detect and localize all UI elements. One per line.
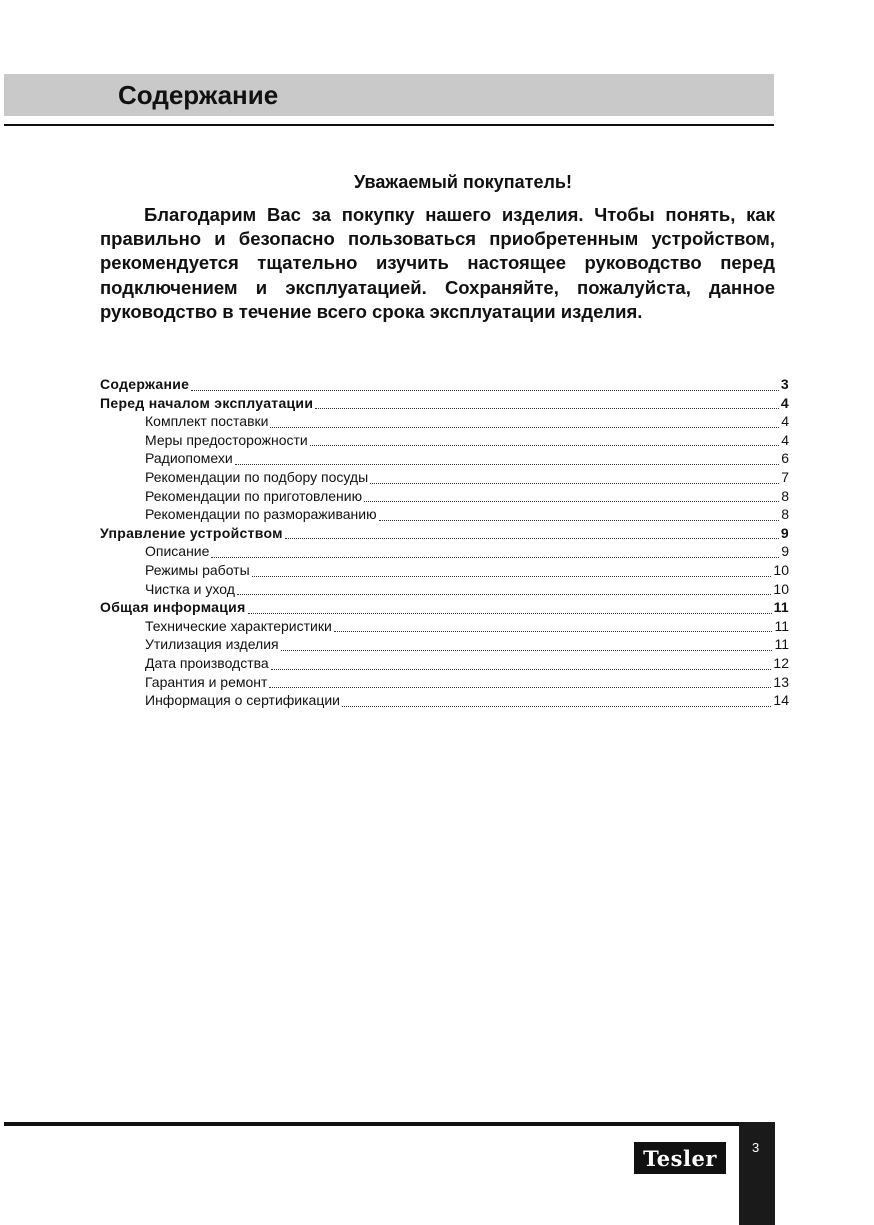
toc-entry-label: Дата производства: [145, 654, 269, 671]
toc-entry-label: Режимы работы: [145, 561, 250, 578]
toc-entry-label: Содержание: [100, 376, 190, 392]
footer-divider: [4, 1122, 774, 1126]
toc-leader: [379, 520, 780, 521]
toc-entry[interactable]: [100, 413, 789, 432]
toc-leader: [252, 576, 772, 577]
toc-entry-page: 10: [773, 580, 789, 597]
toc-entry[interactable]: [100, 599, 789, 618]
toc-entry[interactable]: [100, 469, 789, 488]
toc-entry-page: 9: [780, 524, 789, 541]
toc-entry[interactable]: [100, 618, 789, 637]
toc-entry-label: Технические характеристики: [145, 617, 332, 634]
toc-entry[interactable]: [100, 581, 789, 600]
toc-entry-page: 6: [781, 450, 789, 467]
toc-leader: [211, 557, 779, 558]
toc-leader: [370, 483, 779, 484]
toc-entry-page: 8: [781, 506, 789, 523]
toc-entry-label: Общая информация: [100, 599, 246, 616]
toc-leader: [310, 445, 779, 446]
toc-entry-label: Гарантия и ремонт: [145, 673, 268, 690]
toc-leader: [285, 538, 779, 539]
intro-paragraph: Благодарим Вас за покупку нашего изделия. Чтобы понять, как правильно и безопасно пользоваться приобретенным устройством, рекомендуется тщательно изучить настоящее руководство перед подключением и эксплуатацией. Сохраняйте, пожалуйста, данное руководство в течение всего срока эксплуатации изделия.: [100, 204, 775, 322]
toc-entry-page: 4: [780, 394, 789, 411]
toc-entry-page: 4: [781, 413, 789, 430]
toc-entry[interactable]: [100, 636, 789, 655]
toc-entry[interactable]: [100, 525, 789, 544]
brand-logo: [634, 1142, 726, 1174]
header-divider: [4, 124, 774, 126]
toc-leader: [342, 706, 771, 707]
brand-logo-text: Tesler: [643, 1145, 717, 1171]
toc-entry-label: Радиопомехи: [145, 450, 233, 467]
toc-entry-page: 8: [781, 487, 789, 504]
toc-entry-page: 10: [773, 561, 789, 578]
toc-leader: [235, 464, 779, 465]
toc-entry[interactable]: [100, 506, 789, 525]
toc-leader: [315, 408, 779, 409]
toc-leader: [248, 613, 772, 614]
toc-entry-label: Утилизация изделия: [145, 636, 279, 653]
toc-entry-page: 11: [774, 636, 789, 653]
toc-entry[interactable]: [100, 450, 789, 469]
toc-entry-label: Управление устройством: [100, 524, 283, 541]
toc-entry-page: 14: [773, 692, 789, 709]
toc-entry-label: Меры предосторожности: [145, 431, 308, 448]
toc-entry-label: Перед началом эксплуатации: [100, 394, 314, 411]
toc-entry-label: Чистка и уход: [145, 580, 235, 597]
toc-entry[interactable]: [100, 376, 789, 395]
toc-entry-label: Комплект поставки: [145, 413, 269, 430]
toc-leader: [269, 687, 771, 688]
toc-leader: [271, 669, 772, 670]
toc-entry-label: Информация о сертификации: [145, 692, 340, 709]
greeting-heading: Уважаемый покупатель!: [354, 172, 572, 192]
toc-entry[interactable]: [100, 562, 789, 581]
toc-leader: [334, 631, 773, 632]
toc-entry-label: Рекомендации по размораживанию: [145, 506, 377, 523]
toc-entry[interactable]: [100, 543, 789, 562]
toc-entry[interactable]: [100, 395, 789, 414]
toc-entry-label: Рекомендации по приготовлению: [145, 487, 363, 504]
toc-entry-page: 12: [773, 654, 789, 671]
toc-entry-page: 7: [781, 468, 789, 485]
toc-entry-label: Описание: [145, 543, 210, 560]
table-of-contents: [100, 376, 789, 711]
page-title: Содержание: [118, 80, 279, 110]
toc-entry-page: 13: [773, 673, 789, 690]
toc-leader: [364, 501, 779, 502]
page-tab: [739, 1122, 775, 1225]
toc-entry-page: 9: [781, 543, 789, 560]
toc-entry-page: 11: [774, 617, 789, 634]
toc-entry[interactable]: [100, 674, 789, 693]
toc-entry[interactable]: [100, 655, 789, 674]
toc-entry[interactable]: [100, 692, 789, 711]
toc-leader: [191, 390, 779, 391]
toc-leader: [237, 594, 772, 595]
toc-entry-page: 11: [773, 599, 789, 616]
toc-entry-page: 4: [781, 431, 789, 448]
toc-leader: [270, 427, 779, 428]
toc-entry[interactable]: [100, 432, 789, 451]
toc-entry[interactable]: [100, 488, 789, 507]
toc-leader: [281, 650, 773, 651]
toc-entry-page: 3: [780, 376, 789, 392]
toc-entry-label: Рекомендации по подбору посуды: [145, 468, 369, 485]
page-number: 3: [752, 1140, 760, 1155]
